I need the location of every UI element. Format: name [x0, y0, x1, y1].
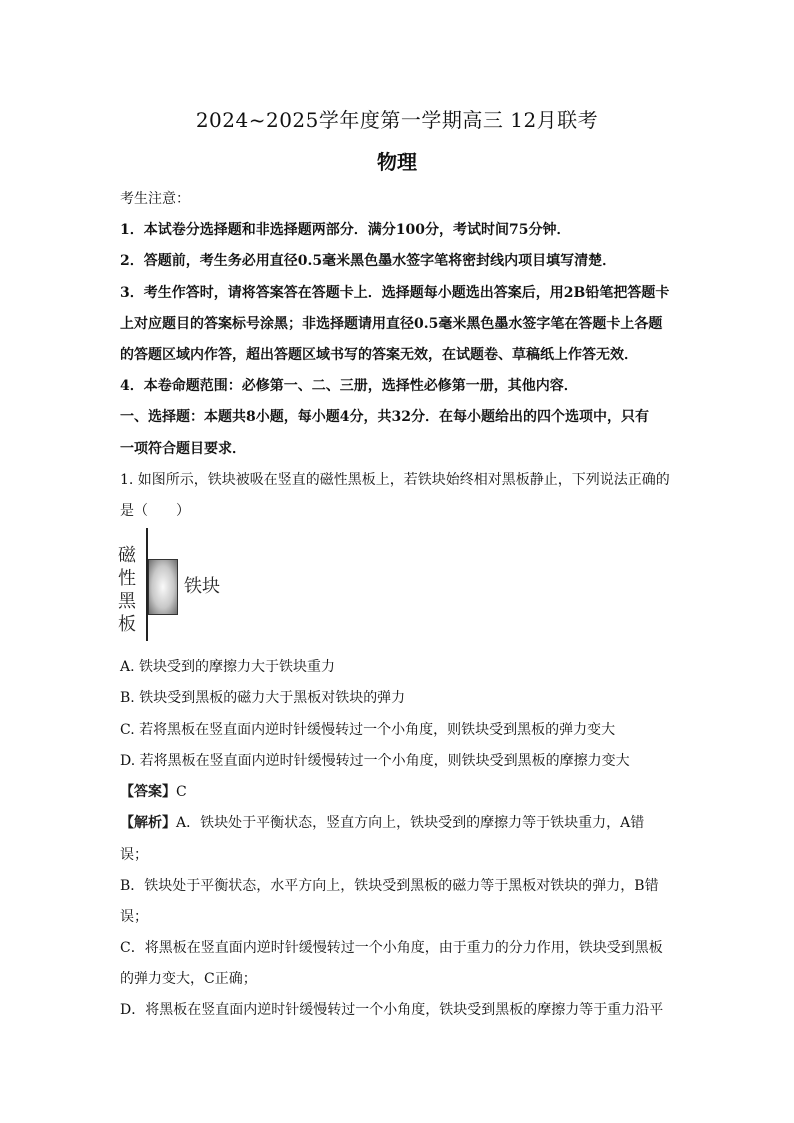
block-label: 铁块	[184, 576, 220, 597]
notice-heading: 考生注意：	[120, 191, 190, 207]
question-stem-line2: 是（ ）	[120, 503, 190, 519]
question-stem-line1: 1. 如图所示，铁块被吸在竖直的磁性黑板上，若铁块始终相对黑板静止，下列说法正确的	[120, 472, 670, 488]
analysis-line4: 误；	[120, 909, 148, 925]
option-a: A. 铁块受到的摩擦力大于铁块重力	[120, 659, 336, 675]
notice-1: 1．本试卷分选择题和非选择题两部分．满分100分，考试时间75分钟．	[120, 222, 571, 238]
section-heading-line2: 一项符合题目要求．	[120, 441, 246, 457]
option-b: B. 铁块受到黑板的磁力大于黑板对铁块的弹力	[120, 690, 406, 706]
answer-value: C	[176, 784, 187, 800]
iron-block	[148, 559, 178, 615]
analysis-line2: 误；	[120, 847, 148, 863]
analysis-line3: B．铁块处于平衡状态，水平方向上，铁块受到黑板的磁力等于黑板对铁块的弹力，B错	[120, 878, 659, 894]
magnetic-board-figure	[116, 528, 246, 643]
analysis-line5: C．将黑板在竖直面内逆时针缓慢转过一个小角度，由于重力的分力作用，铁块受到黑板	[120, 940, 663, 956]
analysis-text: A．铁块处于平衡状态，竖直方向上，铁块受到的摩擦力等于铁块重力，A错	[176, 815, 645, 831]
notice-3-line1: 3．考生作答时，请将答案答在答题卡上．选择题每小题选出答案后，用2B铅笔把答题卡	[120, 285, 670, 301]
analysis-line6: 的弹力变大，C正确；	[120, 971, 257, 987]
board-label: 磁性黑板	[118, 545, 136, 635]
analysis-line1	[120, 812, 680, 832]
exam-title: 2024~2025学年度第一学期高三 12月联考	[195, 108, 599, 132]
option-d: D. 若将黑板在竖直面内逆时针缓慢转过一个小角度，则铁块受到黑板的摩擦力变大	[120, 753, 630, 769]
notice-4: 4．本卷命题范围：必修第一、二、三册，选择性必修第一册，其他内容．	[120, 378, 578, 394]
analysis-line7: D．将黑板在竖直面内逆时针缓慢转过一个小角度，铁块受到黑板的摩擦力等于重力沿平	[120, 1002, 664, 1018]
analysis-tag: 【解析】	[120, 815, 176, 831]
notice-2: 2．答题前，考生务必用直径0.5毫米黑色墨水签字笔将密封线内项目填写清楚．	[120, 253, 617, 269]
subject-title: 物理	[377, 150, 417, 174]
answer-line	[120, 781, 680, 801]
notice-3-line3: 的答题区域内作答，超出答题区域书写的答案无效，在试题卷、草稿纸上作答无效．	[120, 347, 638, 363]
section-heading-line1: 一、选择题：本题共8小题，每小题4分，共32分．在每小题给出的四个选项中，只有	[120, 409, 649, 425]
option-c: C. 若将黑板在竖直面内逆时针缓慢转过一个小角度，则铁块受到黑板的弹力变大	[120, 722, 616, 738]
notice-3-line2: 上对应题目的答案标号涂黑；非选择题请用直径0.5毫米黑色墨水签字笔在答题卡上各题	[120, 316, 663, 332]
answer-tag: 【答案】	[120, 784, 176, 800]
